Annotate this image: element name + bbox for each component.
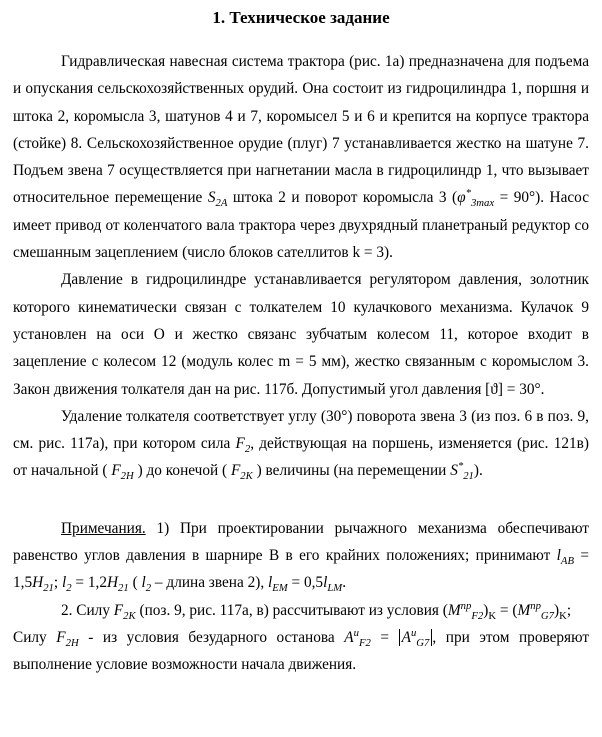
- math-lab: $l_{AB}$: [556, 547, 574, 568]
- page-title: 1. Техническое задание: [212, 8, 390, 27]
- note-paragraph-3: Силу $F_{2H}$ - из условия безударного останова $A^u_{F2} = A^u_{G7}$ , при этом проверяют выполнение условие возможности начала движения.: [13, 626, 589, 674]
- math-llm: $l_{LM}$: [323, 574, 343, 595]
- note-paragraph-2: 2. Силу $F_{2K}$ (поз. 9, рис. 117а, в) рассчитывают из условия $(M^{пр}_{F2})_K = (M^{пр}_{G7})_K$;: [61, 599, 572, 622]
- math-f2: $F_2$: [235, 435, 251, 456]
- math-s2a: $S_{2A}$: [207, 189, 228, 210]
- math-af2: $A^u_{F2}$: [344, 626, 371, 649]
- paragraph-1: Гидравлическая навесная система трактора (рис. 1а) предназначена для подъема и опускания сельскохозяйственных орудий. Она состоит из гидроцилиндра 1, поршня и штока 2, коромысла 3, шатунов 4 и 7, коромысел 5 и 6 и крепится на корпусе трактора (стойке) 8. Сельскохозяйственное орудие (плуг) 7 устанавливается жестко на шатуне 7. Подъем звена 7 осуществляется при нагнетании масла в гидроцилиндр 1, что вызывает относительное перемещение $S_{2A}$ штока 2 и поворот коромысла 3 $(\varphi^*_{3max} = 90^\circ)$. Насос имеет привод от коленчатого вала трактора через двухрядный планетраный редуктор со смешанным зацеплением (число блоков сателлитов k = 3).: [13, 53, 589, 262]
- math-mf2: $M^{пр}_{F2}$: [447, 599, 484, 622]
- math-f2h-b: $F_{2H}$: [56, 628, 79, 649]
- paragraph-3: Удаление толкателя соответствует углу (30°) поворота звена 3 (из поз. 6 в поз. 9, см. рис. 117а), при котором сила $F_2$, действующая на поршень, изменяется (рис. 121в) от начальной ( $F_{2H}$ ) до конечой ( $F_{2K}$ ) величины (на перемещении $S^*_{21}$).: [13, 407, 589, 483]
- math-l2-b: $l_2$: [141, 574, 152, 595]
- math-h21: $H_{21}$: [32, 574, 54, 595]
- note-label: Примечания.: [61, 519, 146, 537]
- math-s21: $S^*_{21}$: [450, 460, 474, 483]
- math-f2k: $F_{2K}$: [230, 462, 253, 483]
- math-lem: $l_{EM}$: [267, 574, 288, 595]
- math-abs-ag7: $A^u_{G7}$: [399, 629, 433, 646]
- spacer: [13, 485, 589, 515]
- math-l2: $l_2$: [61, 574, 72, 595]
- math-phi: $\varphi^*_{3max}$: [457, 187, 495, 210]
- math-f2k-b: $F_{2K}$: [113, 601, 136, 622]
- note-paragraph-1: Примечания. 1) При проектировании рычажного механизма обеспечивают равенство углов давления в шарнире В в его крайних положениях; принимают $l_{AB} = 1,5H_{21}$; $l_2 = 1,2H_{21}$ ( $l_2$ – длина звена 2), $l_{EM} = 0,5l_{LM}$.: [13, 519, 589, 595]
- math-h21-b: $H_{21}$: [106, 574, 129, 595]
- math-mg7: $M^{пр}_{G7}$: [517, 599, 555, 622]
- paragraph-2: Давление в гидроцилиндре устанавливается регулятором давления, золотник которого кинематически связан с толкателем 10 кулачкового механизма. Кулачок 9 установлен на оси О и жестко связанс зубчатым колесом 11, которое входит в зацепление с колесом 12 (модуль колес m = 5 мм), жестко связанным с коромыслом 3. Закон движения толкателя дан на рис. 117б. Допустимый угол давления [ϑ] = 30°.: [13, 271, 589, 398]
- math-f2h: $F_{2H}$: [111, 462, 134, 483]
